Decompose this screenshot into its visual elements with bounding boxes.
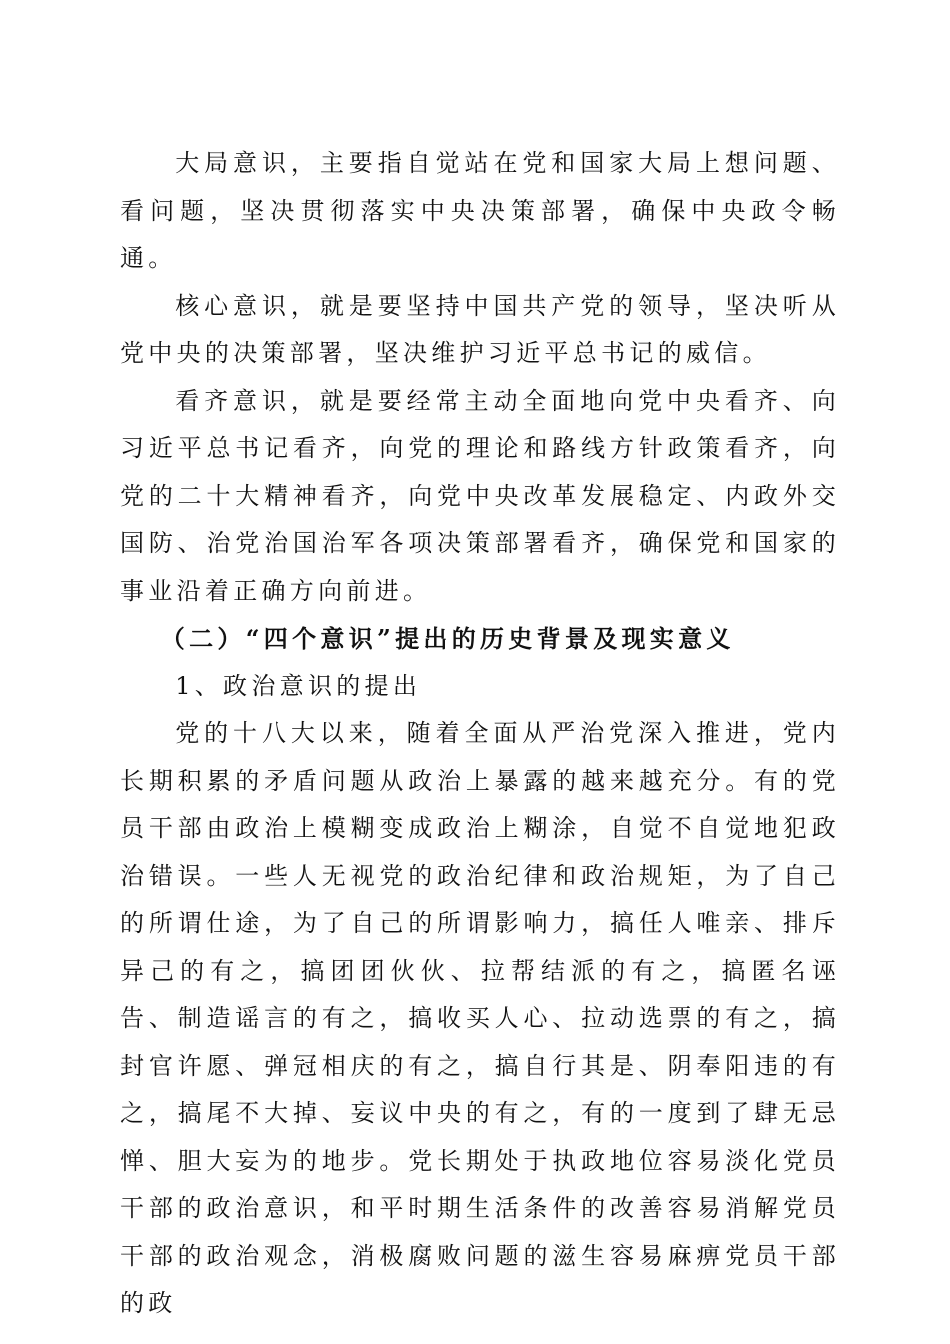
section-heading: （二）“四个意识”提出的历史背景及现实意义 <box>160 624 735 653</box>
paragraph-political-awareness: 党的十八大以来，随着全面从严治党深入推进，党内长期积累的矛盾问题从政治上暴露的越来越充分。有的党员干部由政治上模糊变成政治上糊涂，自觉不自觉地犯政治错误。一些人无视党的政治纪律和政治规矩，为了自己的所谓仕途，为了自己的所谓影响力，搞任人唯亲、排斥异己的有之，搞团团伙伙、拉帮结派的有之，搞匿名诬告、制造谣言的有之，搞收买人心、拉动选票的有之，搞封官许愿、弹冠相庆的有之，搞自行其是、阴奉阳违的有之，搞尾不大掉、妄议中央的有之，有的一度到了肆无忌惮、胆大妄为的地步。党长期处于执政地位容易淡化党员干部的政治意识，和平时期生活条件的改善容易消解党员干部的政治观念，消极腐败问题的滋生容易麻痹党员干部的政 <box>120 719 840 1317</box>
sub-heading: 1、政治意识的提出 <box>175 671 422 700</box>
paragraph-core-awareness: 核心意识，就是要坚持中国共产党的领导，坚决听从党中央的决策部署，坚决维护习近平总书记的威信。 <box>120 291 840 367</box>
document-body <box>120 140 840 1328</box>
paragraph-alignment-awareness: 看齐意识，就是要经常主动全面地向党中央看齐、向习近平总书记看齐，向党的理论和路线方针政策看齐，向党的二十大精神看齐，向党中央改革发展稳定、内政外交国防、治党治国治军各项决策部署看齐，确保党和国家的事业沿着正确方向前进。 <box>120 386 840 605</box>
paragraph-overall-awareness: 大局意识，主要指自觉站在党和国家大局上想问题、看问题，坚决贯彻落实中央决策部署，确保中央政令畅通。 <box>120 149 840 272</box>
